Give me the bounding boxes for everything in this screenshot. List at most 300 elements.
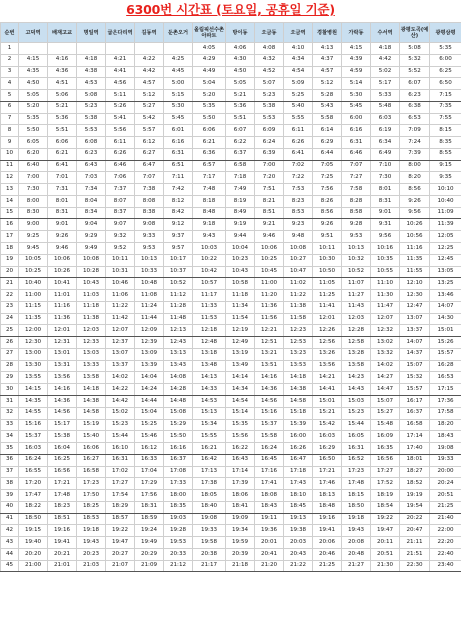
time-cell: 8:04 (77, 195, 106, 207)
time-cell: 4:32 (255, 54, 284, 66)
time-cell: 7:05 (313, 160, 342, 172)
time-cell: 9:43 (193, 231, 226, 243)
time-cell: 13:00 (19, 348, 48, 360)
time-cell: 16:12 (135, 443, 164, 455)
row-number: 45 (1, 560, 19, 572)
time-cell: 16:50 (313, 454, 342, 466)
time-cell: 16:09 (371, 431, 400, 443)
time-cell: 17:48 (48, 490, 77, 502)
row-number: 19 (1, 254, 19, 266)
time-cell: 17:08 (164, 466, 193, 478)
time-cell: 5:26 (106, 101, 135, 113)
time-cell: 13:07 (106, 348, 135, 360)
time-cell: 9:56 (371, 231, 400, 243)
time-cell: 22:00 (430, 525, 461, 537)
time-cell: 19:03 (164, 513, 193, 525)
time-cell: 11:48 (164, 313, 193, 325)
time-cell: 12:09 (135, 325, 164, 337)
time-cell: 5:41 (106, 113, 135, 125)
time-cell: 14:16 (48, 384, 77, 396)
time-cell: 13:46 (430, 290, 461, 302)
time-cell: 18:52 (400, 478, 430, 490)
table-row (1, 490, 461, 502)
time-cell: 5:36 (48, 113, 77, 125)
time-cell: 20:00 (430, 466, 461, 478)
time-cell: 5:23 (77, 101, 106, 113)
time-cell: 20:41 (255, 548, 284, 560)
time-cell: 14:08 (164, 372, 193, 384)
row-number: 22 (1, 290, 19, 302)
time-cell: 11:00 (19, 290, 48, 302)
time-cell: 5:09 (284, 78, 313, 90)
time-cell: 14:07 (430, 301, 461, 313)
time-cell: 6:08 (77, 137, 106, 149)
time-cell: 15:13 (193, 407, 226, 419)
time-cell: 10:43 (77, 278, 106, 290)
time-cell: 15:34 (193, 419, 226, 431)
time-cell: 12:49 (226, 337, 255, 349)
time-cell: 15:46 (135, 431, 164, 443)
time-cell: 16:53 (430, 372, 461, 384)
time-cell: 6:21 (193, 137, 226, 149)
table-row (1, 513, 461, 525)
time-cell: 21:17 (193, 560, 226, 572)
time-cell: 15:37 (19, 431, 48, 443)
time-cell: 10:27 (284, 254, 313, 266)
time-cell: 15:19 (77, 419, 106, 431)
time-cell: 10:13 (342, 243, 371, 255)
time-cell: 9:32 (106, 231, 135, 243)
time-cell: 13:02 (371, 337, 400, 349)
time-cell: 10:42 (193, 266, 226, 278)
time-cell: 18:00 (164, 490, 193, 502)
time-cell: 6:34 (371, 137, 400, 149)
time-cell: 20:46 (313, 548, 342, 560)
time-cell: 5:21 (48, 101, 77, 113)
time-cell: 16:52 (342, 454, 371, 466)
column-header: 고덕역 (19, 23, 48, 43)
time-cell: 13:31 (48, 360, 77, 372)
time-cell: 11:54 (226, 313, 255, 325)
time-cell: 15:38 (48, 431, 77, 443)
time-cell: 11:05 (313, 278, 342, 290)
time-cell: 5:55 (284, 113, 313, 125)
time-cell: 19:28 (164, 525, 193, 537)
time-cell: 12:13 (164, 325, 193, 337)
time-cell: 8:07 (106, 195, 135, 207)
time-cell: 18:31 (135, 501, 164, 513)
column-header: 수서역 (371, 23, 400, 43)
row-number: 2 (1, 54, 19, 66)
time-cell: 14:43 (342, 384, 371, 396)
time-cell: 9:57 (164, 243, 193, 255)
time-cell: 12:48 (193, 337, 226, 349)
time-cell: 12:33 (77, 337, 106, 349)
time-cell: 4:15 (19, 54, 48, 66)
row-number: 11 (1, 160, 19, 172)
time-cell: 7:01 (48, 172, 77, 184)
column-header: 광평도곡(예산) (400, 23, 430, 43)
time-cell: 9:01 (48, 219, 77, 231)
time-cell: 8:12 (164, 195, 193, 207)
time-cell: 7:35 (430, 101, 461, 113)
time-cell: 6:44 (313, 148, 342, 160)
time-cell: 8:26 (313, 195, 342, 207)
time-cell: 13:53 (284, 360, 313, 372)
time-cell: 8:56 (313, 207, 342, 219)
time-cell: 10:50 (313, 266, 342, 278)
time-cell: 18:19 (371, 490, 400, 502)
time-cell: 4:21 (106, 54, 135, 66)
time-cell: 5:23 (255, 90, 284, 102)
time-cell: 14:53 (193, 395, 226, 407)
table-row (1, 43, 461, 55)
time-cell: 10:05 (19, 254, 48, 266)
table-row (1, 125, 461, 137)
time-cell: 19:47 (106, 537, 135, 549)
time-cell: 12:32 (371, 325, 400, 337)
time-cell: 21:20 (255, 560, 284, 572)
time-cell: 12:07 (371, 313, 400, 325)
time-cell: 10:11 (106, 254, 135, 266)
time-cell: 8:15 (430, 125, 461, 137)
time-cell: 21:25 (313, 560, 342, 572)
time-cell: 11:56 (255, 313, 284, 325)
time-cell: 18:50 (19, 513, 48, 525)
time-cell: 22:40 (430, 548, 461, 560)
time-cell: 6:20 (19, 148, 48, 160)
time-cell: 19:09 (226, 513, 255, 525)
time-cell: 16:37 (164, 454, 193, 466)
time-cell: 10:52 (164, 278, 193, 290)
time-cell: 6:06 (48, 137, 77, 149)
time-cell: 9:26 (48, 231, 77, 243)
time-cell: 11:02 (284, 278, 313, 290)
time-cell: 13:03 (77, 348, 106, 360)
time-cell: 11:53 (193, 313, 226, 325)
time-cell: 5:45 (342, 101, 371, 113)
time-cell: 6:26 (284, 137, 313, 149)
time-cell: 10:08 (284, 243, 313, 255)
time-cell: 11:24 (135, 301, 164, 313)
time-cell: 9:46 (255, 231, 284, 243)
time-cell: 17:39 (226, 478, 255, 490)
time-cell: 6:41 (284, 148, 313, 160)
time-cell: 10:37 (164, 266, 193, 278)
time-cell: 13:58 (77, 372, 106, 384)
time-cell: 15:44 (106, 431, 135, 443)
time-cell: 16:22 (226, 443, 255, 455)
time-cell: 6:26 (106, 148, 135, 160)
time-cell: 19:53 (164, 537, 193, 549)
time-cell: 18:43 (430, 431, 461, 443)
time-cell: 19:43 (77, 537, 106, 549)
time-cell: 15:48 (371, 419, 400, 431)
time-cell: 9:25 (19, 231, 48, 243)
time-cell: 17:21 (313, 466, 342, 478)
time-cell: 10:33 (135, 266, 164, 278)
time-cell: 12:30 (19, 337, 48, 349)
time-cell: 7:06 (106, 172, 135, 184)
time-cell: 19:36 (255, 525, 284, 537)
time-cell: 9:51 (313, 231, 342, 243)
time-cell: 17:54 (106, 490, 135, 502)
time-cell: 20:06 (313, 537, 342, 549)
time-cell: 16:24 (19, 454, 48, 466)
table-row (1, 431, 461, 443)
time-cell: 10:28 (77, 266, 106, 278)
time-cell: 12:39 (135, 337, 164, 349)
time-cell: 10:35 (371, 254, 400, 266)
time-cell: 16:17 (400, 395, 430, 407)
time-cell: 5:43 (313, 101, 342, 113)
time-cell: 20:47 (400, 525, 430, 537)
time-cell: 11:35 (400, 254, 430, 266)
time-cell: 15:16 (19, 419, 48, 431)
time-cell: 6:37 (226, 148, 255, 160)
row-number: 35 (1, 443, 19, 455)
time-cell: 7:38 (135, 184, 164, 196)
time-cell: 6:39 (255, 148, 284, 160)
time-cell: 19:38 (284, 525, 313, 537)
time-cell: 13:48 (193, 360, 226, 372)
time-cell: 5:20 (19, 101, 48, 113)
time-cell: 7:58 (342, 184, 371, 196)
time-cell: 15:21 (313, 407, 342, 419)
time-cell: 11:39 (430, 219, 461, 231)
time-cell: 15:03 (342, 395, 371, 407)
time-cell: 16:21 (193, 443, 226, 455)
time-cell: 6:27 (135, 148, 164, 160)
table-row (1, 301, 461, 313)
time-cell: 14:56 (48, 407, 77, 419)
row-number: 43 (1, 537, 19, 549)
row-number: 37 (1, 466, 19, 478)
table-row (1, 184, 461, 196)
table-row (1, 360, 461, 372)
time-cell: 9:52 (106, 243, 135, 255)
table-row (1, 160, 461, 172)
time-cell: 18:57 (106, 513, 135, 525)
time-cell: 20:33 (164, 548, 193, 560)
time-cell: 14:16 (255, 372, 284, 384)
time-cell: 15:25 (135, 419, 164, 431)
time-cell: 4:50 (19, 78, 48, 90)
table-row (1, 372, 461, 384)
row-number: 41 (1, 513, 19, 525)
time-cell: 8:18 (193, 195, 226, 207)
time-cell: 7:09 (400, 125, 430, 137)
time-cell: 14:41 (313, 384, 342, 396)
time-cell: 12:58 (342, 337, 371, 349)
time-cell: 13:32 (371, 348, 400, 360)
time-cell: 11:33 (193, 301, 226, 313)
time-cell: 11:38 (77, 313, 106, 325)
table-row (1, 466, 461, 478)
time-cell: 14:02 (106, 372, 135, 384)
column-header: 올림픽선수촌아파트 (193, 23, 226, 43)
time-cell: 17:02 (106, 466, 135, 478)
time-cell: 13:05 (430, 266, 461, 278)
time-cell: 4:25 (164, 54, 193, 66)
time-cell: 6:46 (342, 148, 371, 160)
time-cell: 12:21 (255, 325, 284, 337)
row-number: 29 (1, 372, 19, 384)
time-cell: 14:36 (255, 384, 284, 396)
time-cell: 7:30 (19, 184, 48, 196)
time-cell: 9:21 (255, 219, 284, 231)
time-cell: 6:11 (106, 137, 135, 149)
time-cell: 15:04 (135, 407, 164, 419)
time-cell: 13:37 (106, 360, 135, 372)
timetable (0, 22, 461, 572)
time-cell: 18:25 (77, 501, 106, 513)
table-row (1, 66, 461, 78)
time-cell: 11:10 (371, 278, 400, 290)
time-cell: 4:52 (255, 66, 284, 78)
time-cell: 4:50 (226, 66, 255, 78)
time-cell: 17:15 (430, 384, 461, 396)
time-cell: 16:42 (193, 454, 226, 466)
time-cell: 6:11 (284, 125, 313, 137)
time-cell: 5:45 (164, 113, 193, 125)
time-cell: 12:23 (284, 325, 313, 337)
time-cell: 14:18 (77, 384, 106, 396)
time-cell: 16:56 (371, 454, 400, 466)
time-cell: 16:03 (313, 431, 342, 443)
time-cell: 10:32 (342, 254, 371, 266)
time-cell: 19:24 (135, 525, 164, 537)
time-cell: 11:36 (48, 313, 77, 325)
time-cell: 19:19 (400, 490, 430, 502)
row-number: 32 (1, 407, 19, 419)
time-cell: 18:54 (371, 501, 400, 513)
time-cell: 9:18 (193, 219, 226, 231)
time-cell: 12:31 (48, 337, 77, 349)
time-cell: 4:08 (255, 43, 284, 55)
time-cell: 12:30 (400, 290, 430, 302)
time-cell: 6:41 (48, 160, 77, 172)
time-cell: 4:57 (313, 66, 342, 78)
time-cell: 7:51 (255, 184, 284, 196)
time-cell: 13:01 (48, 348, 77, 360)
time-cell: 13:13 (164, 348, 193, 360)
time-cell: 6:24 (255, 137, 284, 149)
time-cell: 18:06 (226, 490, 255, 502)
column-header: 길동역 (135, 23, 164, 43)
time-cell: 7:39 (400, 148, 430, 160)
table-row (1, 348, 461, 360)
time-cell: 12:19 (226, 325, 255, 337)
time-cell: 15:08 (164, 407, 193, 419)
time-cell: 8:53 (284, 207, 313, 219)
time-cell: 10:11 (313, 243, 342, 255)
time-cell: 10:48 (135, 278, 164, 290)
time-cell: 18:27 (400, 466, 430, 478)
time-cell: 18:15 (342, 490, 371, 502)
row-number: 24 (1, 313, 19, 325)
time-cell: 5:00 (164, 78, 193, 90)
page-title: 6300번 시간표 (토요일, 공휴일 기준) (126, 2, 335, 17)
time-cell: 10:25 (19, 266, 48, 278)
time-cell: 11:38 (284, 301, 313, 313)
time-cell: 7:55 (430, 113, 461, 125)
time-cell: 13:56 (313, 360, 342, 372)
time-cell: 15:37 (255, 419, 284, 431)
time-cell: 4:54 (284, 66, 313, 78)
time-cell: 22:20 (430, 537, 461, 549)
time-cell: 5:04 (193, 78, 226, 90)
time-cell: 8:21 (255, 195, 284, 207)
row-number: 28 (1, 360, 19, 372)
table-row (1, 148, 461, 160)
time-cell: 15:57 (430, 348, 461, 360)
table-row (1, 254, 461, 266)
time-cell: 7:48 (193, 184, 226, 196)
header-row (1, 23, 461, 43)
time-cell: 11:41 (313, 301, 342, 313)
time-cell: 13:43 (164, 360, 193, 372)
time-cell: 18:59 (135, 513, 164, 525)
time-cell: 17:52 (371, 478, 400, 490)
time-cell: 18:08 (255, 490, 284, 502)
time-cell: 19:18 (77, 525, 106, 537)
time-cell: 11:27 (342, 290, 371, 302)
time-cell: 6:47 (135, 160, 164, 172)
time-cell: 6:07 (400, 78, 430, 90)
time-cell: 11:16 (48, 301, 77, 313)
row-number: 9 (1, 137, 19, 149)
time-cell: 4:53 (77, 78, 106, 90)
time-cell: 17:27 (371, 466, 400, 478)
time-cell: 17:04 (135, 466, 164, 478)
time-cell: 13:51 (255, 360, 284, 372)
time-cell: 17:33 (164, 478, 193, 490)
time-cell: 6:58 (226, 160, 255, 172)
timetable-header (1, 23, 461, 43)
time-cell: 13:39 (135, 360, 164, 372)
row-number: 20 (1, 266, 19, 278)
time-cell: 9:23 (284, 219, 313, 231)
time-cell: 14:13 (193, 372, 226, 384)
time-cell: 5:52 (400, 66, 430, 78)
time-cell: 6:22 (226, 137, 255, 149)
time-cell: 5:15 (164, 90, 193, 102)
table-row (1, 454, 461, 466)
time-cell: 20:23 (77, 548, 106, 560)
time-cell: 19:22 (106, 525, 135, 537)
time-cell: 7:20 (255, 172, 284, 184)
time-cell: 16:31 (342, 443, 371, 455)
time-cell: 7:49 (226, 184, 255, 196)
time-cell: 19:15 (19, 525, 48, 537)
time-cell: 10:08 (77, 254, 106, 266)
time-cell: 20:22 (400, 513, 430, 525)
time-cell: 15:17 (48, 419, 77, 431)
time-cell: 11:35 (19, 313, 48, 325)
time-cell: 5:27 (135, 101, 164, 113)
time-cell: 19:34 (226, 525, 255, 537)
row-number: 23 (1, 301, 19, 313)
time-cell: 12:00 (19, 325, 48, 337)
time-cell: 13:26 (313, 348, 342, 360)
time-cell: 10:10 (430, 184, 461, 196)
time-cell: 7:25 (313, 172, 342, 184)
time-cell: 12:10 (400, 278, 430, 290)
time-cell: 5:30 (342, 90, 371, 102)
time-cell: 15:44 (342, 419, 371, 431)
time-cell: 18:51 (48, 513, 77, 525)
